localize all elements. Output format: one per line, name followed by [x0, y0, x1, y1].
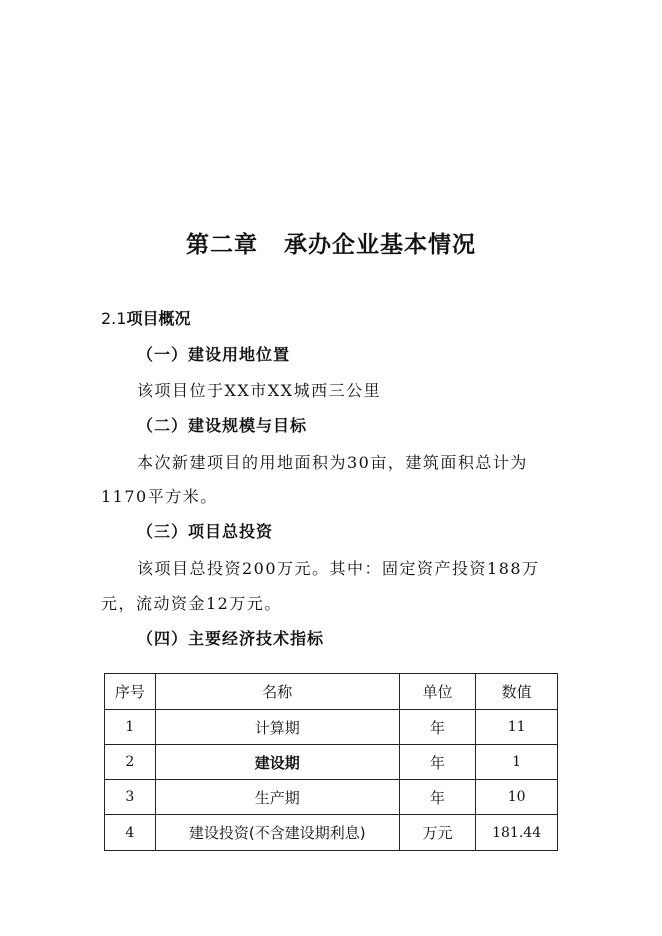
header-seq: 序号	[105, 674, 156, 710]
cell-value: 181.44	[476, 815, 558, 851]
paragraph-investment-line1: 该项目总投资200万元。其中：固定资产投资188万	[137, 559, 540, 578]
indicators-table	[104, 673, 558, 851]
cell-seq: 4	[105, 815, 156, 851]
paragraph-site-location: 该项目位于XX市XX城西三公里	[137, 381, 382, 400]
cell-seq: 3	[105, 780, 156, 815]
cell-name: 计算期	[155, 710, 399, 745]
paragraph-investment-line2: 元，流动资金12万元。	[101, 594, 282, 613]
cell-value: 1	[476, 745, 558, 780]
cell-name: 建设投资(不含建设期利息)	[155, 815, 399, 851]
paragraph-scale-line2: 1170平方米。	[101, 487, 218, 506]
cell-seq: 1	[105, 710, 156, 745]
section-number: 2.1	[101, 309, 127, 328]
table-row	[105, 815, 558, 851]
paragraph-scale-line1: 本次新建项目的用地面积为30亩，建筑面积总计为	[137, 453, 528, 472]
chapter-name: 承办企业基本情况	[284, 231, 476, 258]
cell-unit: 年	[399, 745, 475, 780]
cell-unit: 万元	[399, 815, 475, 851]
cell-unit: 年	[399, 710, 475, 745]
cell-seq: 2	[105, 745, 156, 780]
table-header-row	[105, 674, 558, 710]
cell-value: 11	[476, 710, 558, 745]
cell-value: 10	[476, 780, 558, 815]
subsection-heading-scale: （二）建设规模与目标	[137, 416, 308, 435]
chapter-number: 第二章	[186, 231, 258, 258]
subsection-heading-site: （一）建设用地位置	[137, 345, 291, 364]
section-title: 项目概况	[126, 309, 191, 328]
table-row	[105, 780, 558, 815]
section-heading	[101, 306, 190, 329]
cell-unit: 年	[399, 780, 475, 815]
cell-name: 生产期	[155, 780, 399, 815]
chapter-title	[0, 226, 662, 259]
header-value: 数值	[476, 674, 558, 710]
header-name: 名称	[155, 674, 399, 710]
cell-name: 建设期	[155, 745, 399, 780]
table-row	[105, 710, 558, 745]
header-unit: 单位	[399, 674, 475, 710]
subsection-heading-investment: （三）项目总投资	[137, 522, 274, 541]
subsection-heading-indicators: （四）主要经济技术指标	[137, 629, 325, 648]
table-row	[105, 745, 558, 780]
